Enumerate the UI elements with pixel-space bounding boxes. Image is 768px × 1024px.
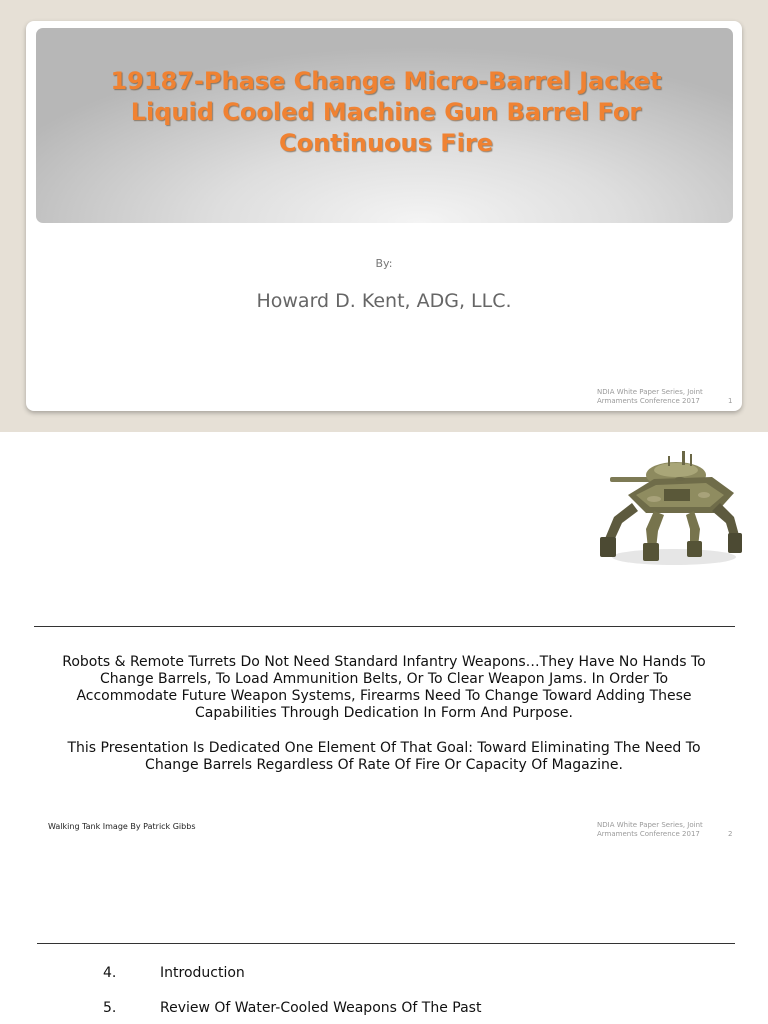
list-item xyxy=(0,1000,768,1020)
image-credit: Walking Tank Image By Patrick Gibbs xyxy=(48,822,196,831)
list-item-label: Review Of Water-Cooled Weapons Of The Past xyxy=(160,1000,482,1016)
list-item-label: Introduction xyxy=(160,965,245,981)
author-name: Howard D. Kent, ADG, LLC. xyxy=(256,290,512,312)
list-item xyxy=(0,965,768,985)
walking-tank-illustration xyxy=(594,445,747,569)
slide-footer-note: NDIA White Paper Series, Joint Armaments Conference 2017 xyxy=(597,388,703,405)
title-band xyxy=(36,28,733,223)
intro-paragraph: Robots & Remote Turrets Do Not Need Standard Infantry Weapons…They Have No Hands To Change Barrels, To Load Ammunition Belts, Or To Clear Weapon Jams. In Order To Accommodate Future Weapon Systems, Firearms Need To Change Toward Adding These Capabilities Through Dedication In Form And Purpose. xyxy=(62,654,706,721)
slide-title: 19187-Phase Change Micro-Barrel Jacket Liquid Cooled Machine Gun Barrel For Continuous Fire xyxy=(110,67,662,157)
title-slide xyxy=(26,21,742,411)
goal-paragraph: This Presentation Is Dedicated One Element Of That Goal: Toward Eliminating The Need To Change Barrels Regardless Of Rate Of Fire Or Capacity Of Magazine. xyxy=(67,740,701,773)
slide-footer-note: NDIA White Paper Series, Joint Armaments Conference 2017 xyxy=(597,821,703,838)
slide-number: 2 xyxy=(728,830,733,838)
list-item-number: 4. xyxy=(103,965,117,981)
walking-tank-image xyxy=(594,445,747,569)
list-item-number: 5. xyxy=(103,1000,117,1016)
slide-divider xyxy=(37,943,735,944)
by-label: By: xyxy=(375,257,393,270)
slide-divider xyxy=(34,626,735,627)
slide-number: 1 xyxy=(728,397,733,405)
